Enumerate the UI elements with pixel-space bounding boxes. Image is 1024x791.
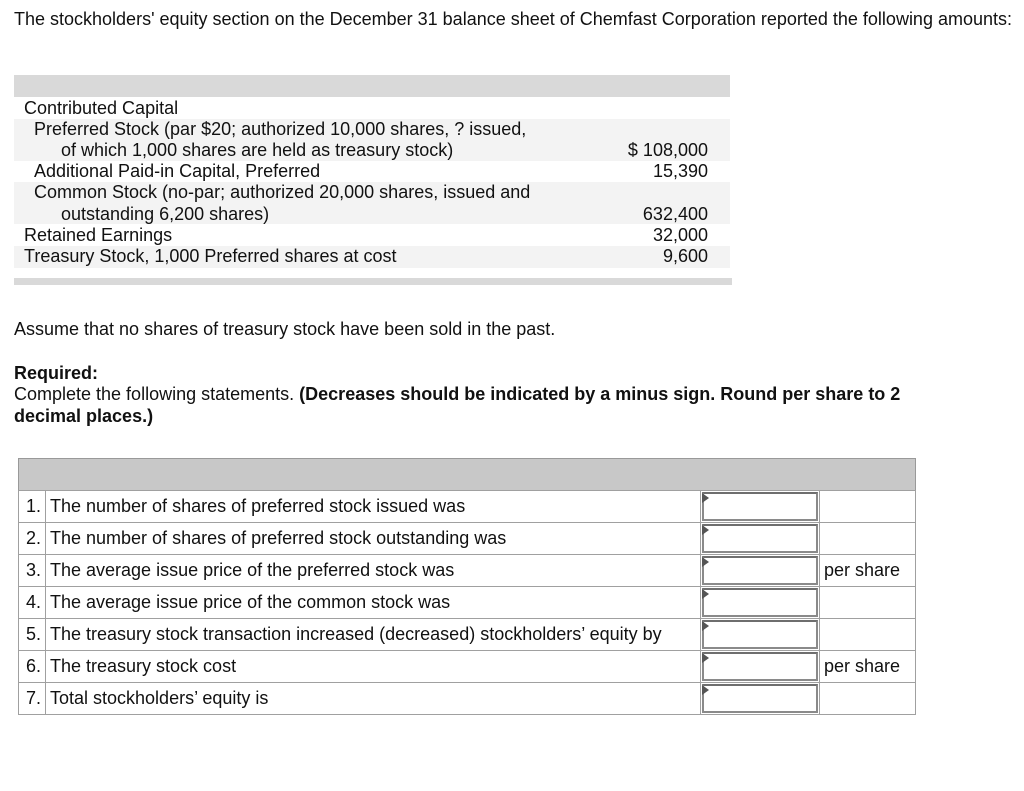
answer-cell [701, 587, 820, 619]
balance-sheet-footer-bar [14, 278, 732, 285]
required-heading: Required: [14, 363, 99, 383]
answer-input[interactable] [702, 556, 818, 585]
answer-unit: per share [820, 555, 916, 587]
required-instructions [14, 383, 914, 427]
common-stock-label-line2: outstanding 6,200 shares) [61, 204, 270, 224]
assumption-text: Assume that no shares of treasury stock have been sold in the past. [14, 319, 556, 339]
required-instruction-bold: (Decreases should be indicated by a minus sign. Round per share to 2 decimal places.) [14, 384, 901, 426]
question-number: 4. [19, 587, 46, 619]
question-number: 5. [19, 619, 46, 651]
question-text: Total stockholders’ equity is [46, 683, 701, 715]
retained-earnings-label: Retained Earnings [24, 225, 173, 245]
question-row [19, 555, 916, 587]
question-row [19, 587, 916, 619]
preferred-stock-label-line1: Preferred Stock (par $20; authorized 10,000 shares, ? issued, [34, 119, 527, 139]
question-number: 1. [19, 491, 46, 523]
answer-unit: per share [820, 651, 916, 683]
input-marker-icon [702, 685, 709, 695]
treasury-stock-label: Treasury Stock, 1,000 Preferred shares at cost [24, 246, 397, 266]
answer-unit [820, 587, 916, 619]
question-row [19, 491, 916, 523]
retained-earnings-value: 32,000 [652, 225, 708, 245]
answer-cell [701, 683, 820, 715]
question-number: 7. [19, 683, 46, 715]
question-number: 6. [19, 651, 46, 683]
common-stock-label-line1: Common Stock (no-par; authorized 20,000 shares, issued and [34, 182, 531, 202]
question-row [19, 683, 916, 715]
question-row [19, 619, 916, 651]
answer-unit [820, 491, 916, 523]
treasury-stock-value: 9,600 [662, 246, 708, 266]
input-marker-icon [702, 621, 709, 631]
answer-input[interactable] [702, 492, 818, 521]
input-marker-icon [702, 589, 709, 599]
question-number: 2. [19, 523, 46, 555]
answer-cell [701, 555, 820, 587]
question-text: The number of shares of preferred stock outstanding was [46, 523, 701, 555]
answer-cell [701, 523, 820, 555]
question-row [19, 523, 916, 555]
question-row [19, 651, 916, 683]
answer-unit [820, 683, 916, 715]
apic-preferred-value: 15,390 [652, 161, 708, 181]
required-lead: Complete the following statements. [14, 384, 295, 404]
answer-input[interactable] [702, 684, 818, 713]
common-stock-value: 632,400 [642, 204, 708, 224]
question-text: The average issue price of the common stock was [46, 587, 701, 619]
apic-preferred-label: Additional Paid-in Capital, Preferred [34, 161, 321, 181]
answer-input[interactable] [702, 524, 818, 553]
question-text: The number of shares of preferred stock issued was [46, 491, 701, 523]
answer-input[interactable] [702, 588, 818, 617]
input-marker-icon [702, 557, 709, 567]
question-text: The treasury stock transaction increased (decreased) stockholders’ equity by [46, 619, 701, 651]
answer-input[interactable] [702, 620, 818, 649]
balance-sheet-header-bar [14, 75, 730, 97]
answer-input[interactable] [702, 652, 818, 681]
answer-unit [820, 523, 916, 555]
answer-cell [701, 619, 820, 651]
contributed-capital-heading: Contributed Capital [24, 98, 179, 118]
input-marker-icon [702, 653, 709, 663]
input-marker-icon [702, 525, 709, 535]
questions-table [18, 490, 916, 715]
questions-header-bar [18, 458, 916, 491]
question-number: 3. [19, 555, 46, 587]
answer-unit [820, 619, 916, 651]
answer-cell [701, 491, 820, 523]
preferred-stock-label-line2: of which 1,000 shares are held as treasury stock) [61, 140, 454, 160]
input-marker-icon [702, 493, 709, 503]
preferred-stock-value: $ 108,000 [627, 140, 708, 160]
question-text: The average issue price of the preferred stock was [46, 555, 701, 587]
question-text: The treasury stock cost [46, 651, 701, 683]
intro-text: The stockholders' equity section on the December 31 balance sheet of Chemfast Corporation reported the following amounts: [14, 9, 1012, 29]
answer-cell [701, 651, 820, 683]
